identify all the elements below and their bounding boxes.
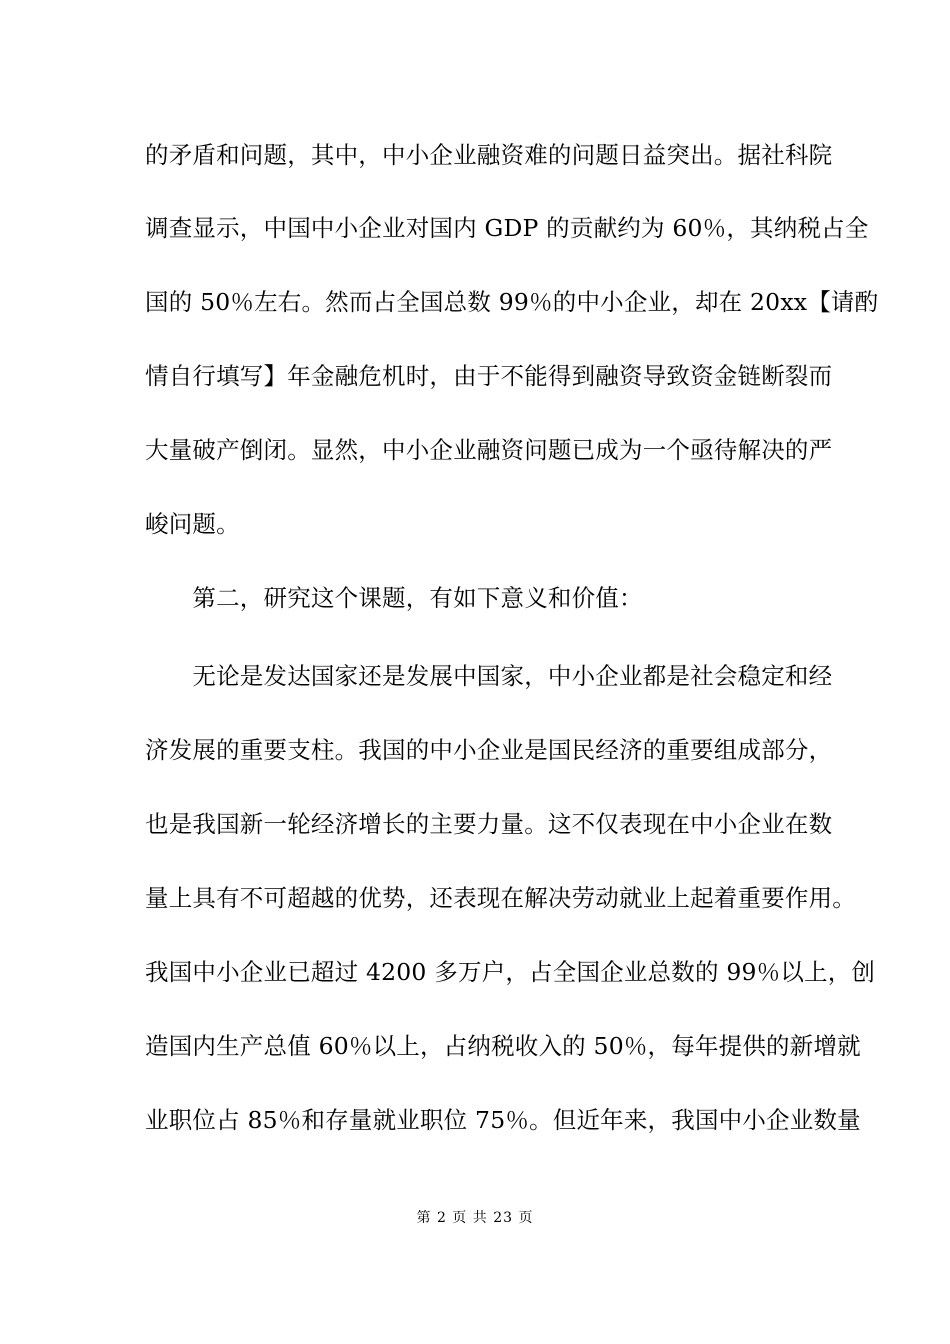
text-line: 我国中小企业已超过 4200 多万户，占全国企业总数的 99％以上，创 (145, 958, 876, 986)
text-line: 国的 50％左右。然而占全国总数 99％的中小企业，却在 20xx【请酌 (145, 288, 879, 316)
text-line: 也是我国新一轮经济增长的主要力量。这不仅表现在中小企业在数 (145, 810, 833, 838)
text-line: 业职位占 85％和存量就业职位 75％。但近年来，我国中小企业数量 (145, 1106, 861, 1134)
text-line: 调查显示，中国中小企业对国内 GDP 的贡献约为 60％，其纳税占全 (145, 214, 869, 242)
text-line: 大量破产倒闭。显然，中小企业融资问题已成为一个亟待解决的严 (145, 436, 833, 464)
text-line: 峻问题。 (145, 510, 240, 538)
text-line: 无论是发达国家还是发展中国家，中小企业都是社会稳定和经 (145, 662, 833, 690)
text-line: 量上具有不可超越的优势，还表现在解决劳动就业上起着重要作用。 (145, 884, 856, 912)
text-line: 的矛盾和问题，其中，中小企业融资难的问题日益突出。据社科院 (145, 141, 833, 169)
page-number-footer: 第 2 页 共 23 页 (416, 1210, 534, 1226)
paragraph-heading: 第二，研究这个课题，有如下意义和价值： (145, 584, 643, 612)
text-line: 情自行填写】年金融危机时，由于不能得到融资导致资金链断裂而 (145, 362, 833, 390)
text-line: 造国内生产总值 60％以上，占纳税收入的 50％，每年提供的新增就 (145, 1032, 861, 1060)
text-line: 济发展的重要支柱。我国的中小企业是国民经济的重要组成部分， (145, 736, 833, 764)
